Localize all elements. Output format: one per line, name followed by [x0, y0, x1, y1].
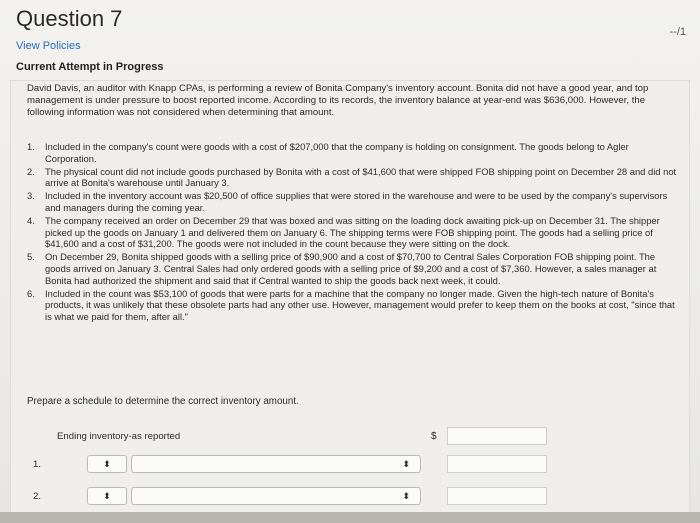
list-item: 6. Included in the count was $53,100 of goods that were parts for a machine that the company no longer made. Given the high-tech nature of Bonita's products, it was unlikely that these obsolete parts had any other use. However, management would prefer to keep them on the books at cost, "since that is what we paid for them, after all." [27, 287, 675, 323]
row-number: 2. [33, 491, 42, 502]
question-content [10, 80, 690, 516]
adjustment-sign-select[interactable] [87, 455, 127, 473]
ending-inventory-label: Ending inventory-as reported [57, 431, 181, 442]
attempt-status: Current Attempt in Progress [16, 61, 164, 73]
bottom-bar [0, 512, 700, 523]
question-title: Question 7 [16, 6, 123, 31]
stepper-arrows-icon: ⬍ [103, 491, 111, 501]
chevron-updown-icon: ⬍ [402, 459, 410, 469]
chevron-updown-icon: ⬍ [402, 491, 410, 501]
adjustment-sign-select[interactable] [87, 487, 127, 505]
inventory-schedule [27, 427, 677, 517]
score-label: --/1 [669, 26, 686, 38]
dollar-sign: $ [431, 431, 437, 442]
ending-inventory-amount-input[interactable] [447, 427, 547, 445]
row-number: 1. [33, 459, 42, 470]
list-item: 2. The physical count did not include goods purchased by Bonita with a cost of $41,600 that were shipped FOB shipping point on December 28 and did not arrive at Bonita's warehouse until January 3. [27, 165, 677, 189]
adjustment-amount-input[interactable] [447, 487, 547, 505]
list-item: 5. On December 29, Bonita shipped goods with a selling price of $90,900 and a cost of $70,700 to Central Sales Corporation FOB shipping point. The goods arrived on January 3. Central Sales had only ordered goods with a selling price of $9,200 and a cost of $7,360. However, a sales manager at Bonita had authorized the shipment and said that if Central wanted to ship the goods back next week, it could. [27, 251, 657, 286]
list-item: 3. Included in the inventory account was $20,500 of office supplies that were stored in the warehouse and were to be used by the company's supervisors and managers during the coming year. [27, 190, 668, 213]
view-policies-link[interactable]: View Policies [16, 40, 81, 52]
stepper-arrows-icon: ⬍ [103, 459, 111, 469]
adjustment-item-select[interactable] [131, 455, 421, 473]
prepare-instruction: Prepare a schedule to determine the correct inventory amount. [27, 396, 299, 407]
intro-paragraph: David Davis, an auditor with Knapp CPAs, is performing a review of Bonita Company's inventory account. Bonita did not have a good year, and top management is under pressure to boost reported income. According to its records, the inventory balance at year-end was $636,000. However, the following information was not considered when determining that amount. [27, 83, 649, 119]
list-item: 1. Included in the company's count were goods with a cost of $207,000 that the company is holding on consignment. The goods belong to Agler Corporation. [27, 141, 629, 164]
adjustment-amount-input[interactable] [447, 455, 547, 473]
info-list [27, 141, 682, 324]
list-item: 4. The company received an order on December 29 that was boxed and was sitting on the loading dock awaiting pick-up on December 31. The shipper picked up the goods on January 1 and delivered them on January 6. The shipping terms were FOB shipping point. The goods had a selling price of $41,600 and a cost of $31,200. The goods were not included in the count because they were sitting on the dock. [27, 214, 660, 250]
adjustment-item-select[interactable] [131, 487, 421, 505]
